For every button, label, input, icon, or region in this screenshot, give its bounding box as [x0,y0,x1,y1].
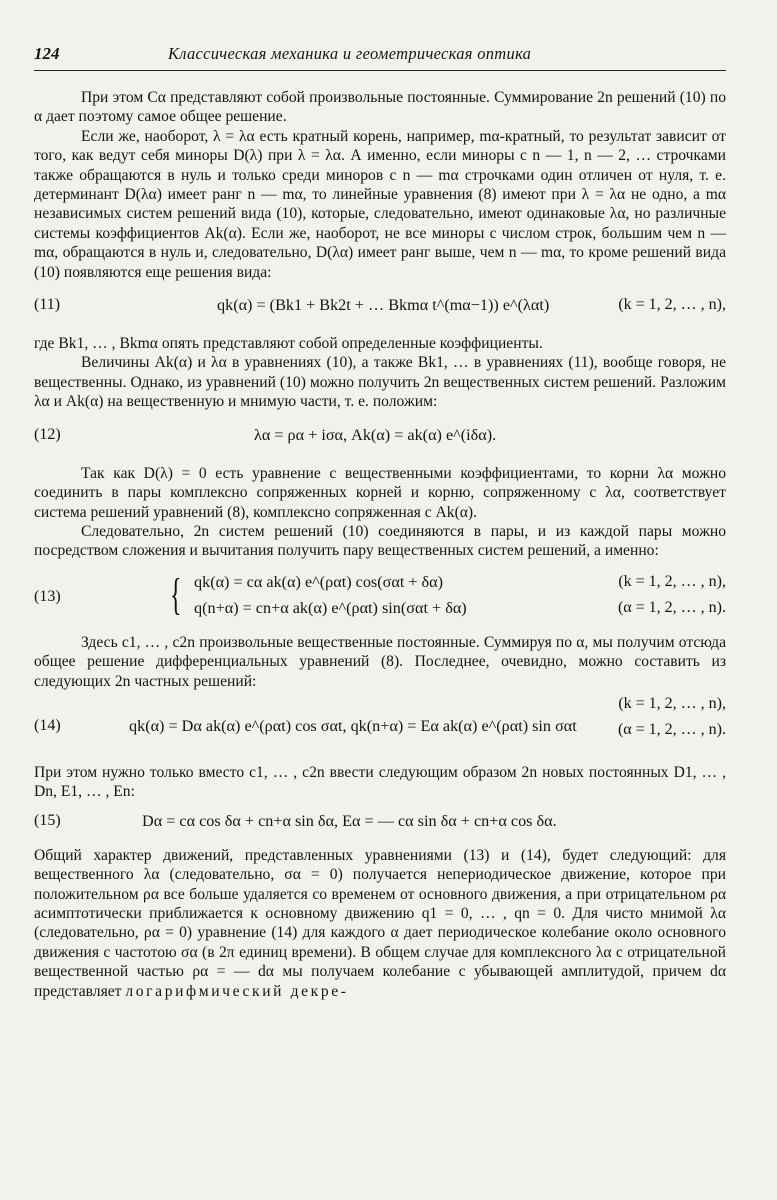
paragraph: При этом Cα представляют собой произвольные постоянные. Суммирование 2n решений (10) по α дает поэтому самое общее решение. [34,89,726,126]
equation-12 [34,412,726,464]
book-page [34,40,726,1000]
equation-number: (14) [34,716,61,734]
page-number: 124 [34,44,60,63]
left-brace: { [170,569,182,619]
equation-number: (13) [34,587,61,605]
equation-15 [34,802,726,846]
equation-range: (α = 1, 2, … , n). [617,720,726,738]
equation-range: (k = 1, 2, … , n), [618,694,726,712]
paragraph [34,846,726,1001]
paragraph: где Bk1, … , Bkmα опять представляют собой определенные коэффициенты. [34,335,543,353]
page-header [34,40,726,71]
equation-14 [34,691,726,763]
equation-range: (k = 1, 2, … , n), [618,296,726,314]
spaced-term: логарифмический декре- [125,982,349,1000]
equation-number: (11) [34,296,61,314]
equation-number: (15) [34,811,61,829]
equation-line-1: qk(α) = cα ak(α) e^(ραt) cos(σαt + δα) [194,572,444,591]
paragraph: Следовательно, 2n систем решений (10) соединяются в пары, и из каждой пары можно посредством сложения и вычитания получить пару вещественных систем решений, а именно: [34,522,726,560]
equation-body: qk(α) = Dα ak(α) e^(ραt) cos σαt, qk(n+α) = Eα ak(α) e^(ραt) sin σαt [129,716,577,735]
page-body [34,88,726,1001]
paragraph: Если же, наоборот, λ = λα есть кратный корень, например, mα-кратный, то результат зависит от того, как ведут себя миноры D(λ) при λ = λα. А именно, если миноры с n — 1, n — 2, … строчками также обращаются в нуль и только среди миноров с n — mα строчками один отличен от нуля, т. е. детерминант D(λα) имеет ранг n — mα, то линейные уравнения (8) имеют при λ = λα не одно, а mα независимых систем решений вида (10), которые, следовательно, имеют одинаковые λα, но различные системы коэффициентов Ak(α). Если же, наоборот, не все миноры с числом строк, большим чем n — mα, обращаются в нуль и, следовательно, D(λα) имеет ранг выше, чем n — mα, то кроме решений вида (10) появляются еще решения вида: [34,127,726,281]
equation-range: (k = 1, 2, … , n), [618,572,726,590]
paragraph: При этом нужно только вместо c1, … , c2n ввести следующим образом 2n новых постоянных D1, … , Dn, E1, … , En: [34,763,726,801]
equation-body: λα = ρα + iσα, Ak(α) = ak(α) e^(iδα). [254,425,497,444]
paragraph: Так как D(λ) = 0 есть уравнение с вещественными коэффициентами, то корни λα можно соединить в пары комплексно сопряженных корней и корню, сопряженному с λα, соответствует система решений уравнений (8), комплексно сопряженная с Ak(α). [34,464,726,521]
paragraph-text: Общий характер движений, представленных уравнениями (13) и (14), будет следующий: для вещественного λα (следовательно, σα = 0) получается непериодическое движение, которое при положительном ρα все больше удаляется со временем от основного движения, а при отрицательном ρα асимптотически приближается к основному движению q1 = 0, … , qn = 0. Для чисто мнимой λα (следовательно, ρα = 0) уравнение (14) для каждого α дает периодическое колебание около основного движения с частотою σα (в 2π единиц времени). В общем случае для комплексного λα с отрицательной вещественной частью ρα = — dα мы получаем колебание с убывающей амплитудой, причем dα представляет [34,846,726,1000]
equation-13 [34,561,726,633]
equation-11 [34,282,726,334]
equation-range: (α = 1, 2, … , n). [617,598,726,616]
running-title: Классическая механика и геометрическая оптика [168,44,532,63]
paragraph: Величины Ak(α) и λα в уравнениях (10), а также Bk1, … в уравнениях (11), вообще говоря, не вещественны. Однако, из уравнений (10) можно получить 2n вещественных систем решений. Разложим λα и Ak(α) на вещественную и мнимую части, т. е. положим: [34,354,726,411]
paragraph: Здесь c1, … , c2n произвольные вещественные постоянные. Суммируя по α, мы получим отсюда общее решение дифференциальных уравнений (8). Последнее, очевидно, можно составить из следующих 2n частных решений: [34,633,726,690]
equation-body: Dα = cα cos δα + cn+α sin δα, Eα = — cα sin δα + cn+α cos δα. [142,811,557,830]
equation-body: qk(α) = (Bk1 + Bk2t + … Bkmα t^(mα−1)) e^(λαt) [217,296,550,315]
equation-line-2: q(n+α) = cn+α ak(α) e^(ραt) sin(σαt + δα) [194,598,467,617]
equation-number: (12) [34,425,61,443]
